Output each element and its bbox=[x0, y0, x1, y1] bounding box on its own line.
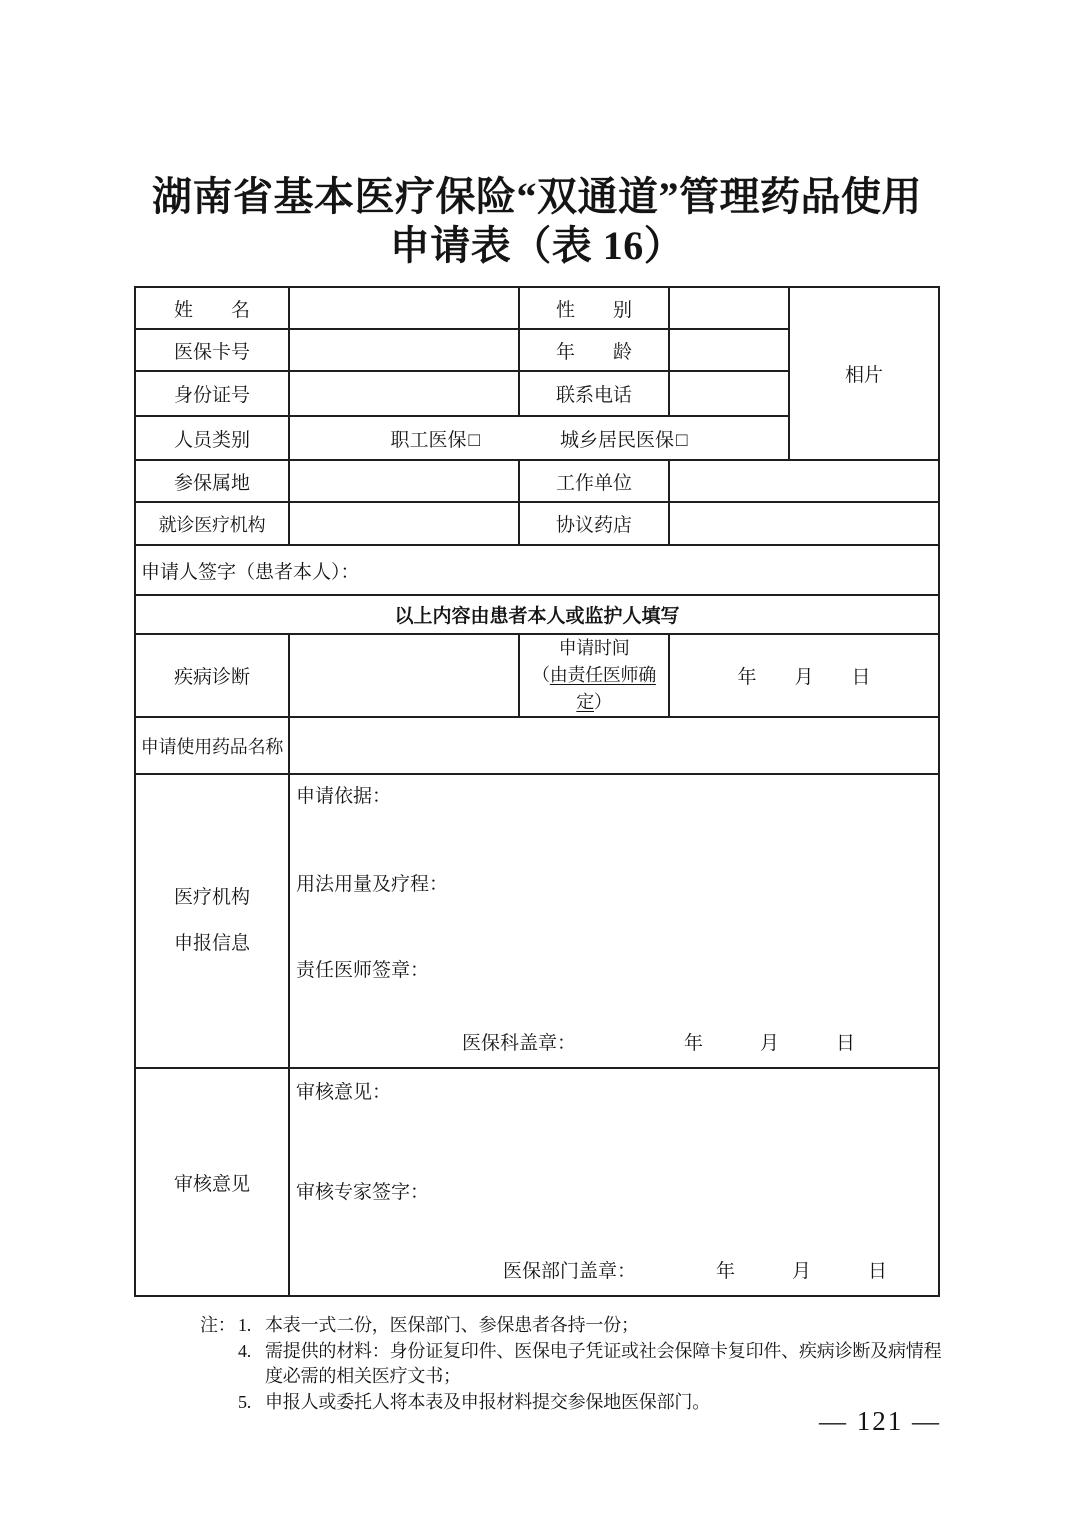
resident-insurance-label: 城乡居民医保 bbox=[560, 429, 675, 451]
diagnosis-input-cell[interactable] bbox=[289, 634, 519, 717]
row-review bbox=[135, 1068, 939, 1296]
age-input-cell[interactable] bbox=[669, 329, 789, 371]
footnote-prefix: 注： bbox=[200, 1315, 236, 1335]
insurance-office-stamp-line bbox=[290, 1028, 938, 1055]
apply-basis-label: 申请依据： bbox=[296, 786, 392, 807]
person-category-options-cell bbox=[289, 416, 789, 460]
apply-time-subnote bbox=[520, 662, 668, 716]
employee-insurance-label: 职工医保 bbox=[390, 429, 467, 451]
employee-insurance-checkbox[interactable]: □ bbox=[468, 429, 480, 451]
age-label: 年 龄 bbox=[519, 329, 669, 371]
paren-open: （ bbox=[532, 665, 550, 685]
row-fill-note bbox=[135, 595, 939, 634]
review-section-label: 审核意见 bbox=[135, 1068, 289, 1296]
apply-date-blank: 年 月 日 bbox=[737, 667, 871, 688]
photo-label: 相片 bbox=[844, 365, 883, 386]
applicant-signature-cell[interactable] bbox=[135, 545, 939, 595]
insurance-dept-stamp-line bbox=[290, 1256, 938, 1283]
resident-insurance-option bbox=[560, 425, 688, 452]
diagnosis-label: 疾病诊断 bbox=[135, 634, 289, 717]
insurance-card-input-cell[interactable] bbox=[289, 329, 519, 371]
paren-close: ） bbox=[594, 692, 612, 712]
apply-time-determiner: 由责任医师确定 bbox=[549, 665, 656, 712]
footnote-number: 1. bbox=[238, 1315, 252, 1335]
work-unit-input-cell[interactable] bbox=[669, 460, 939, 502]
application-form-table bbox=[134, 286, 940, 1297]
insured-region-label: 参保属地 bbox=[135, 460, 289, 502]
insurance-dept-stamp-date-blank: 年 月 日 bbox=[716, 1261, 888, 1282]
employee-insurance-option bbox=[391, 425, 481, 452]
fill-note-label: 以上内容由患者本人或监护人填写 bbox=[394, 606, 680, 627]
footnotes bbox=[200, 1313, 942, 1415]
resident-insurance-checkbox[interactable]: □ bbox=[676, 429, 688, 451]
phone-label: 联系电话 bbox=[519, 371, 669, 416]
medical-institution-label: 就诊医疗机构 bbox=[135, 502, 289, 545]
insurance-office-stamp-label: 医保科盖章： bbox=[462, 1033, 577, 1054]
institution-report-label-line2: 申报信息 bbox=[173, 933, 250, 954]
review-content-cell[interactable] bbox=[289, 1068, 939, 1296]
row-drug-name bbox=[135, 717, 939, 774]
id-number-label: 身份证号 bbox=[135, 371, 289, 416]
name-input-cell[interactable] bbox=[289, 287, 519, 329]
insurance-card-label: 医保卡号 bbox=[135, 329, 289, 371]
row-institution-report bbox=[135, 774, 939, 1068]
drug-name-input-cell[interactable] bbox=[289, 717, 939, 774]
title-line1: 湖南省基本医疗保险“双通道”管理药品使用 bbox=[152, 174, 922, 219]
name-label: 姓 名 bbox=[135, 287, 289, 329]
photo-cell bbox=[789, 287, 939, 460]
footnote-item bbox=[200, 1339, 942, 1390]
title-line2: 申请表（表 16） bbox=[389, 223, 685, 268]
row-diagnosis-time bbox=[135, 634, 939, 717]
work-unit-label: 工作单位 bbox=[519, 460, 669, 502]
apply-time-cell bbox=[519, 634, 669, 717]
apply-time-label: 申请时间 bbox=[558, 638, 630, 658]
footnote-number: 5. bbox=[238, 1391, 252, 1412]
agreement-pharmacy-label: 协议药店 bbox=[519, 502, 669, 545]
institution-report-content-cell[interactable] bbox=[289, 774, 939, 1068]
agreement-pharmacy-input-cell[interactable] bbox=[669, 502, 939, 545]
insurance-dept-stamp-label: 医保部门盖章： bbox=[503, 1261, 637, 1282]
gender-label: 性 别 bbox=[519, 287, 669, 329]
page-number: — 121 — bbox=[819, 1406, 941, 1436]
footnote-text: 需提供的材料：身份证复印件、医保电子凭证或社会保障卡复印件、疾病诊断及病情程度必需的相关医疗文书； bbox=[265, 1340, 942, 1386]
usage-dosage-label: 用法用量及疗程： bbox=[296, 874, 449, 895]
insured-region-input-cell[interactable] bbox=[289, 460, 519, 502]
gender-input-cell[interactable] bbox=[669, 287, 789, 329]
institution-report-label-line1: 医疗机构 bbox=[173, 887, 250, 908]
id-number-input-cell[interactable] bbox=[289, 371, 519, 416]
row-institution-pharmacy bbox=[135, 502, 939, 545]
doctor-signature-label: 责任医师签章： bbox=[296, 960, 430, 981]
person-category-label: 人员类别 bbox=[135, 416, 289, 460]
expert-signature-label: 审核专家签字： bbox=[296, 1182, 430, 1203]
row-region-workunit bbox=[135, 460, 939, 502]
row-name-gender bbox=[135, 287, 939, 329]
apply-date-cell[interactable] bbox=[669, 634, 939, 717]
footnote-text: 本表一式二份，医保部门、参保患者各持一份； bbox=[265, 1315, 639, 1335]
footnote-number: 4. bbox=[238, 1340, 252, 1361]
review-opinion-label: 审核意见： bbox=[296, 1082, 392, 1103]
drug-name-label: 申请使用药品名称 bbox=[135, 717, 289, 774]
medical-institution-input-cell[interactable] bbox=[289, 502, 519, 545]
row-applicant-signature bbox=[135, 545, 939, 595]
insurance-office-stamp-date-blank: 年 月 日 bbox=[684, 1033, 856, 1054]
footnote-text: 申报人或委托人将本表及申报材料提交参保地医保部门。 bbox=[265, 1391, 710, 1412]
institution-report-label bbox=[135, 774, 289, 1068]
footnote-item bbox=[200, 1313, 942, 1339]
fill-note-cell bbox=[135, 595, 939, 634]
applicant-signature-label: 申请人签字（患者本人）： bbox=[141, 561, 360, 583]
page-title bbox=[0, 0, 1074, 270]
phone-input-cell[interactable] bbox=[669, 371, 789, 416]
